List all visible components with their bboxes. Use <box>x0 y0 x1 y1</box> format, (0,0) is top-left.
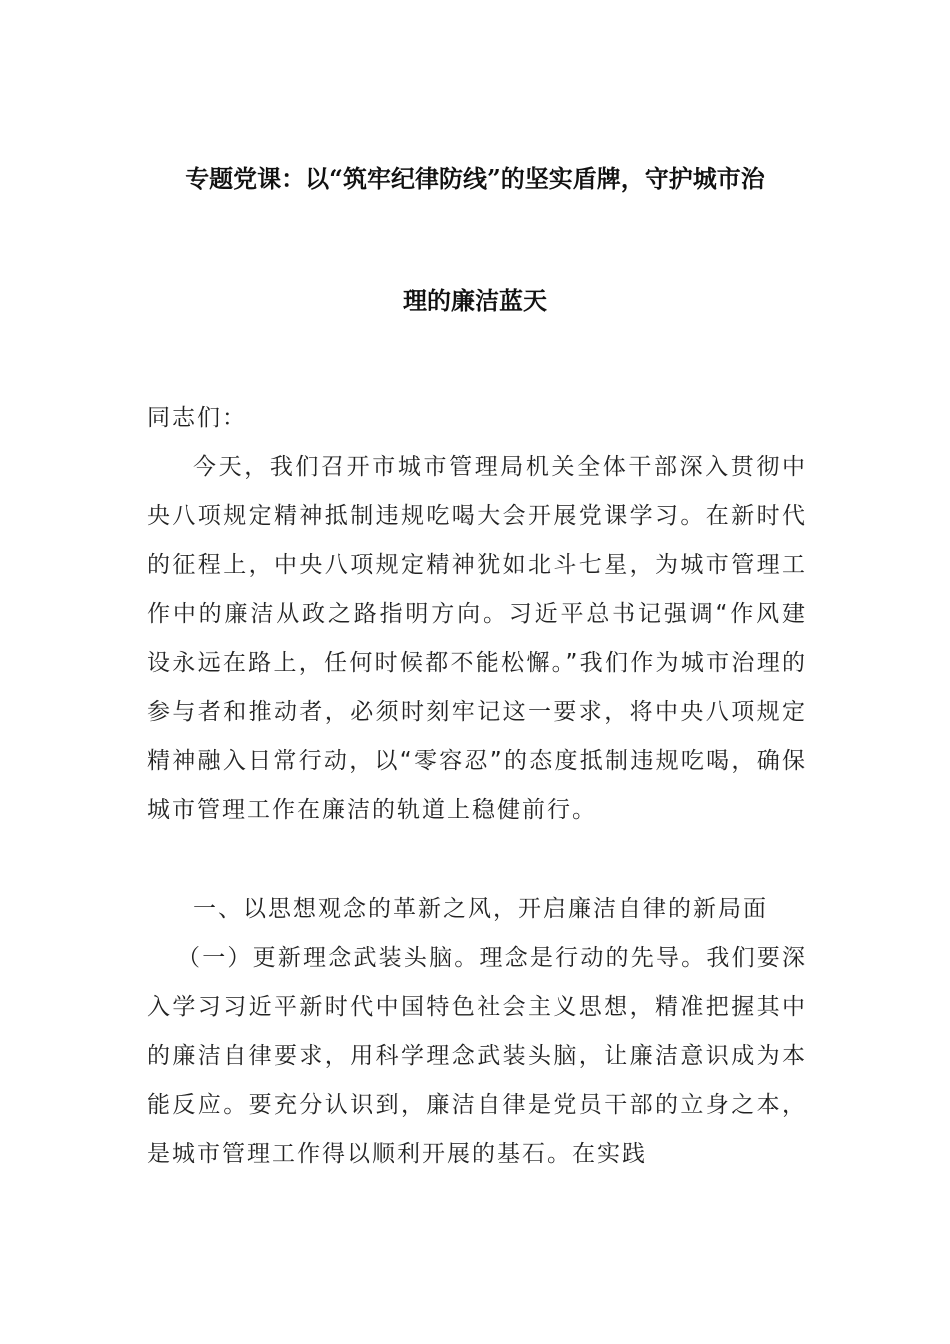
paragraph-section-1-1: （一）更新理念武装头脑。理念是行动的先导。我们要深入学习习近平新时代中国特色社会主义思想，精准把握其中的廉洁自律要求，用科学理念武装头脑，让廉洁意识成为本能反应。要充分认识到，廉洁自律是党员干部的立身之本，是城市管理工作得以顺利开展的基石。在实践 <box>147 945 807 1167</box>
document-title-line-1: 专题党课：以“筑牢纪律防线”的坚实盾牌，守护城市治 <box>185 164 765 193</box>
document-title-line-2: 理的廉洁蓝天 <box>403 286 547 315</box>
salutation: 同志们： <box>147 405 247 431</box>
section-heading-1: 一、以思想观念的革新之风，开启廉洁自律的新局面 <box>193 896 768 922</box>
paragraph-intro: 今天，我们召开市城市管理局机关全体干部深入贯彻中央八项规定精神抵制违规吃喝大会开展党课学习。在新时代的征程上，中央八项规定精神犹如北斗七星，为城市管理工作中的廉洁从政之路指明方向。习近平总书记强调“作风建设永远在路上，任何时候都不能松懈。”我们作为城市治理的参与者和推动者，必须时刻牢记这一要求，将中央八项规定精神融入日常行动，以“零容忍”的态度抵制违规吃喝，确保城市管理工作在廉洁的轨道上稳健前行。 <box>147 454 807 823</box>
